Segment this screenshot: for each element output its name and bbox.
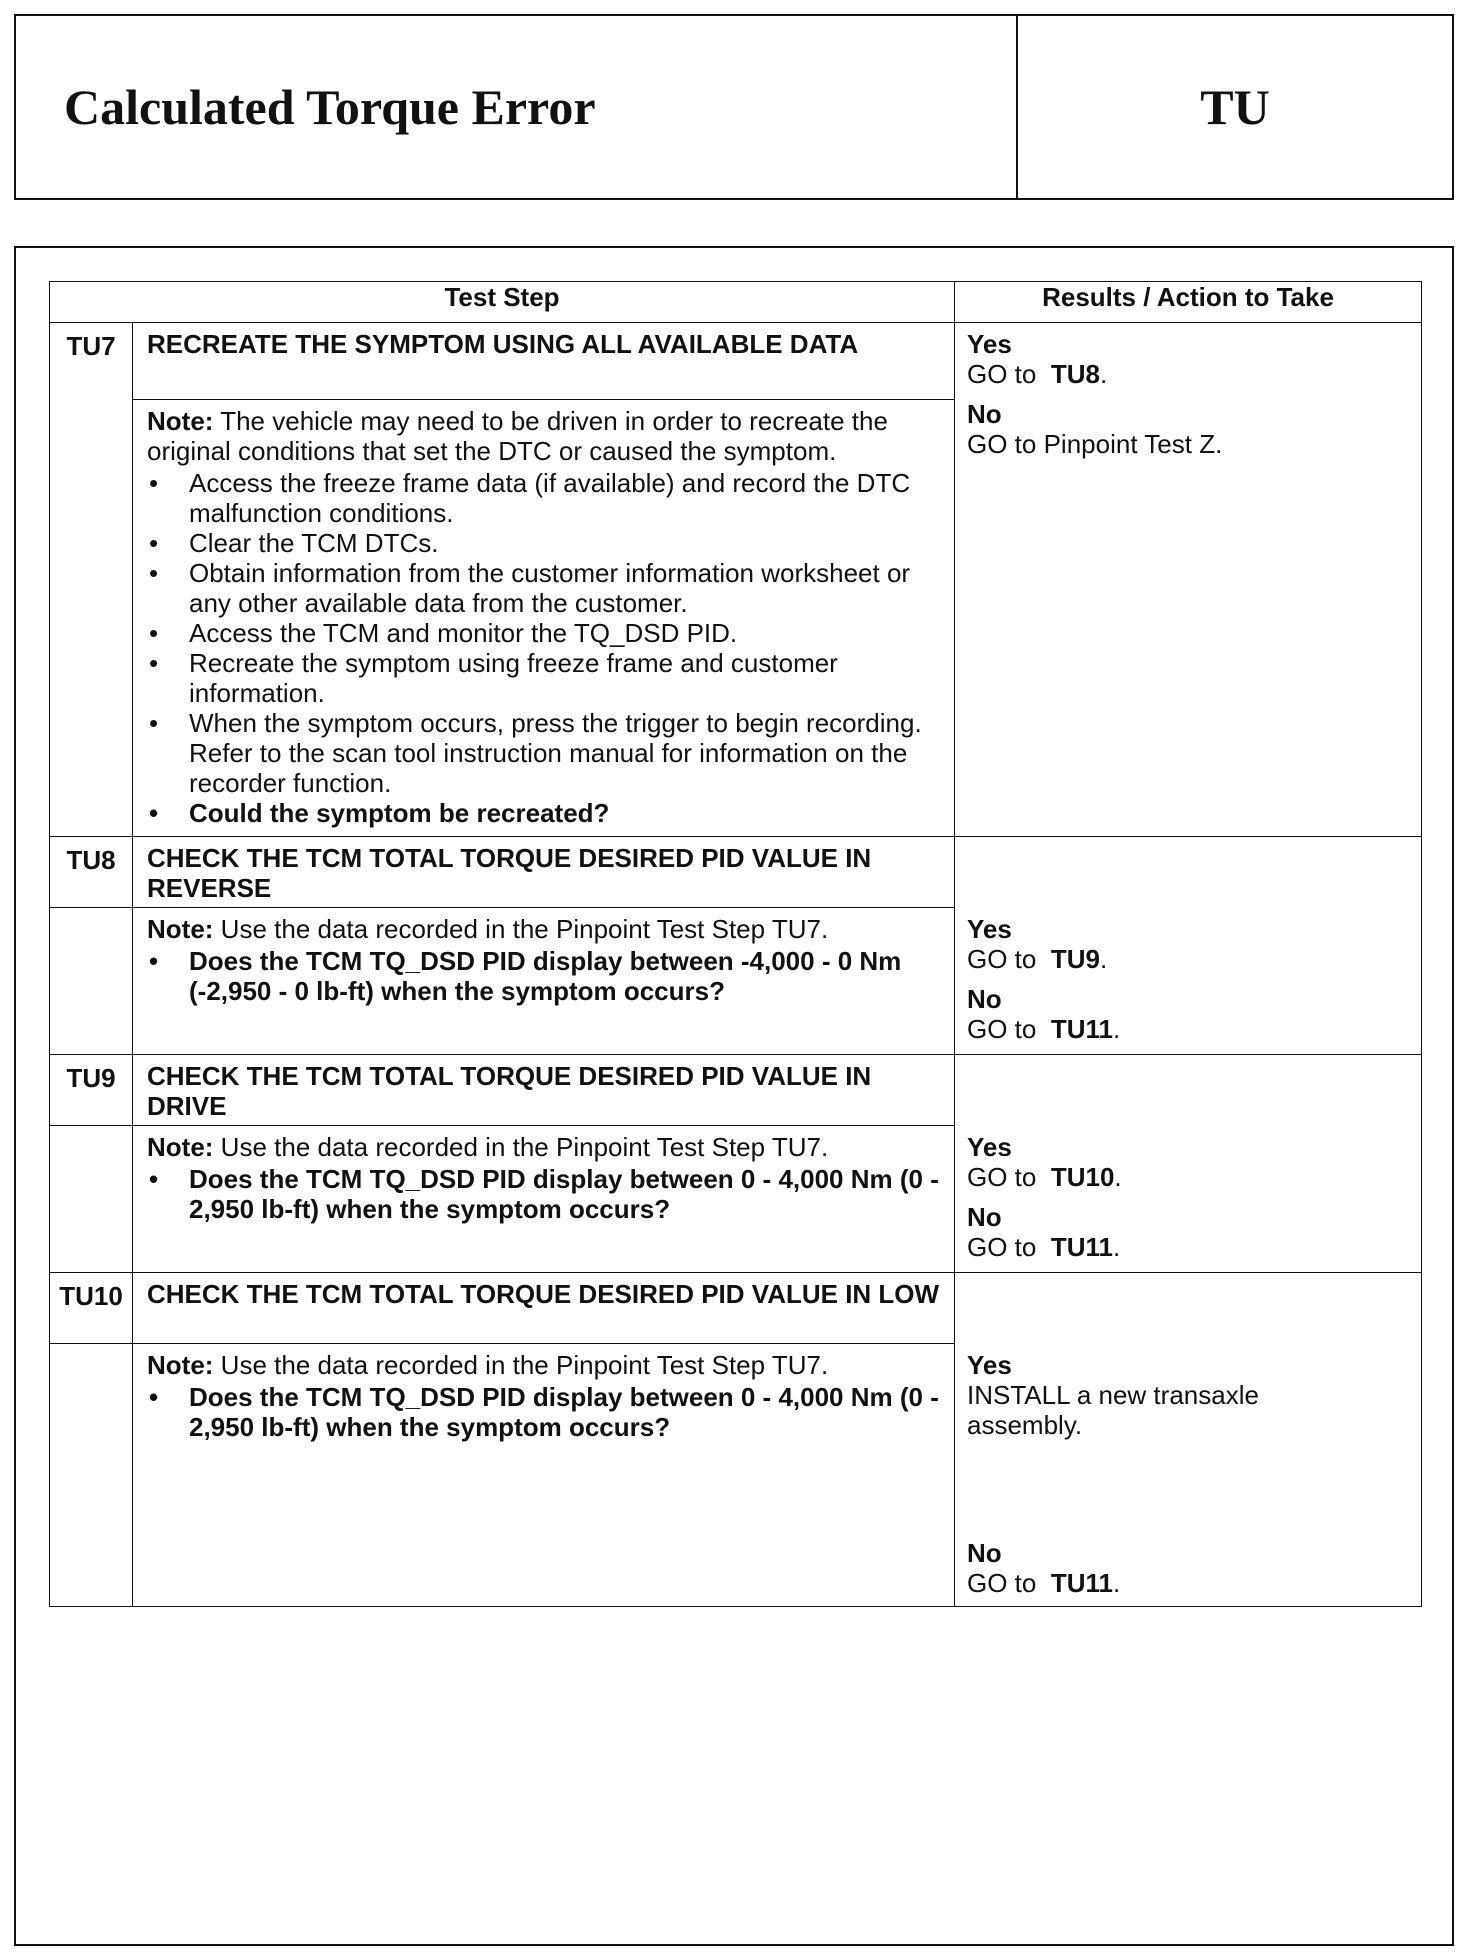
- step-title: CHECK THE TCM TOTAL TORQUE DESIRED PID VALUE IN REVERSE: [133, 837, 955, 908]
- step-body: [133, 1126, 955, 1273]
- result-yes-label: Yes: [967, 1349, 1012, 1380]
- column-header-results: Results / Action to Take: [955, 282, 1422, 323]
- go-to-link-tu11[interactable]: TU11: [1050, 1567, 1113, 1598]
- step-title: CHECK THE TCM TOTAL TORQUE DESIRED PID VALUE IN DRIVE: [133, 1055, 955, 1126]
- step-tu9-title-row: [50, 1055, 1422, 1126]
- result-no-action: GO to Pinpoint Test Z.: [967, 429, 1223, 459]
- result-no-action: GO to TU11.: [967, 1231, 1121, 1262]
- step-tu7-results: [955, 323, 1422, 837]
- step-id: TU7: [50, 323, 133, 837]
- result-no-label: No: [967, 1201, 1002, 1232]
- list-item: • Recreate the symptom using freeze frame and customer information.: [147, 648, 940, 708]
- result-no-label: No: [967, 983, 1002, 1014]
- step-body: [133, 400, 955, 837]
- result-no-label: No: [967, 1537, 1002, 1568]
- result-no-label: No: [967, 399, 1002, 429]
- step-body: [133, 908, 955, 1055]
- step-tu7-title-row: [50, 323, 1422, 400]
- result-no-action: GO to TU11.: [967, 1567, 1121, 1598]
- step-body: [133, 1344, 955, 1607]
- column-header-test-step: Test Step: [50, 282, 955, 323]
- result-yes-action: GO to TU8.: [967, 359, 1108, 389]
- result-yes-action: INSTALL a new transaxle assembly.: [967, 1379, 1259, 1440]
- step-note: Note: The vehicle may need to be driven in order to recreate the original conditions that set the DTC or caused the symptom.: [147, 406, 888, 466]
- step-id: TU8: [50, 837, 133, 908]
- result-yes-label: Yes: [967, 913, 1012, 944]
- list-item: • Access the freeze frame data (if available) and record the DTC malfunction conditions.: [147, 468, 940, 528]
- list-item: • Obtain information from the customer information worksheet or any other available data from the customer.: [147, 558, 940, 618]
- go-to-link-tu8[interactable]: TU8: [1050, 359, 1100, 389]
- result-yes-label: Yes: [967, 329, 1012, 359]
- page-header: [14, 14, 1454, 200]
- result-yes-label: Yes: [967, 1131, 1012, 1162]
- result-yes-action: GO to TU9.: [967, 943, 1108, 974]
- step-tu8-body-row: [50, 908, 1422, 1055]
- go-to-link-tu9[interactable]: TU9: [1050, 943, 1100, 974]
- result-yes-action: GO to TU10.: [967, 1161, 1122, 1192]
- step-question: • Does the TCM TQ_DSD PID display between -4,000 - 0 Nm (-2,950 - 0 lb-ft) when the symptom occurs?: [147, 946, 940, 1006]
- step-bullet-list: [147, 468, 940, 828]
- step-bullet-list: [147, 1164, 940, 1224]
- step-id: TU9: [50, 1055, 133, 1126]
- list-item: • When the symptom occurs, press the trigger to begin recording. Refer to the scan tool instruction manual for information on the recorder function.: [147, 708, 940, 798]
- section-code: TU: [1200, 79, 1270, 135]
- step-tu9-results: [955, 1126, 1422, 1273]
- step-title: CHECK THE TCM TOTAL TORQUE DESIRED PID VALUE IN LOW: [133, 1273, 955, 1344]
- step-tu8-results: [955, 908, 1422, 1055]
- step-note: Note: Use the data recorded in the Pinpoint Test Step TU7.: [147, 1132, 829, 1162]
- step-bullet-list: [147, 946, 940, 1006]
- step-title: RECREATE THE SYMPTOM USING ALL AVAILABLE DATA: [133, 323, 955, 400]
- step-tu10-title-row: [50, 1273, 1422, 1344]
- step-question: • Does the TCM TQ_DSD PID display between 0 - 4,000 Nm (0 - 2,950 lb-ft) when the symptom occurs?: [147, 1382, 940, 1442]
- step-note: Note: Use the data recorded in the Pinpoint Test Step TU7.: [147, 1350, 829, 1380]
- page-title: Calculated Torque Error: [16, 16, 1018, 198]
- test-step-table: [49, 281, 1422, 1607]
- list-item: • Access the TCM and monitor the TQ_DSD PID.: [147, 618, 940, 648]
- go-to-link-tu10[interactable]: TU10: [1050, 1161, 1115, 1192]
- list-item: • Clear the TCM DTCs.: [147, 528, 940, 558]
- go-to-link-tu11[interactable]: TU11: [1050, 1013, 1113, 1044]
- step-bullet-list: [147, 1382, 940, 1442]
- step-tu9-body-row: [50, 1126, 1422, 1273]
- go-to-link-tu11[interactable]: TU11: [1050, 1231, 1113, 1262]
- table-header-row: [50, 282, 1422, 323]
- result-no-action: GO to TU11.: [967, 1013, 1121, 1044]
- step-question: • Does the TCM TQ_DSD PID display between 0 - 4,000 Nm (0 - 2,950 lb-ft) when the symptom occurs?: [147, 1164, 940, 1224]
- step-question: • Could the symptom be recreated?: [147, 798, 940, 828]
- step-tu8-title-row: [50, 837, 1422, 908]
- step-note: Note: Use the data recorded in the Pinpoint Test Step TU7.: [147, 914, 829, 944]
- content-frame: [14, 246, 1454, 1946]
- step-tu10-results: [955, 1344, 1422, 1607]
- step-tu10-body-row: [50, 1344, 1422, 1607]
- step-id: TU10: [50, 1273, 133, 1344]
